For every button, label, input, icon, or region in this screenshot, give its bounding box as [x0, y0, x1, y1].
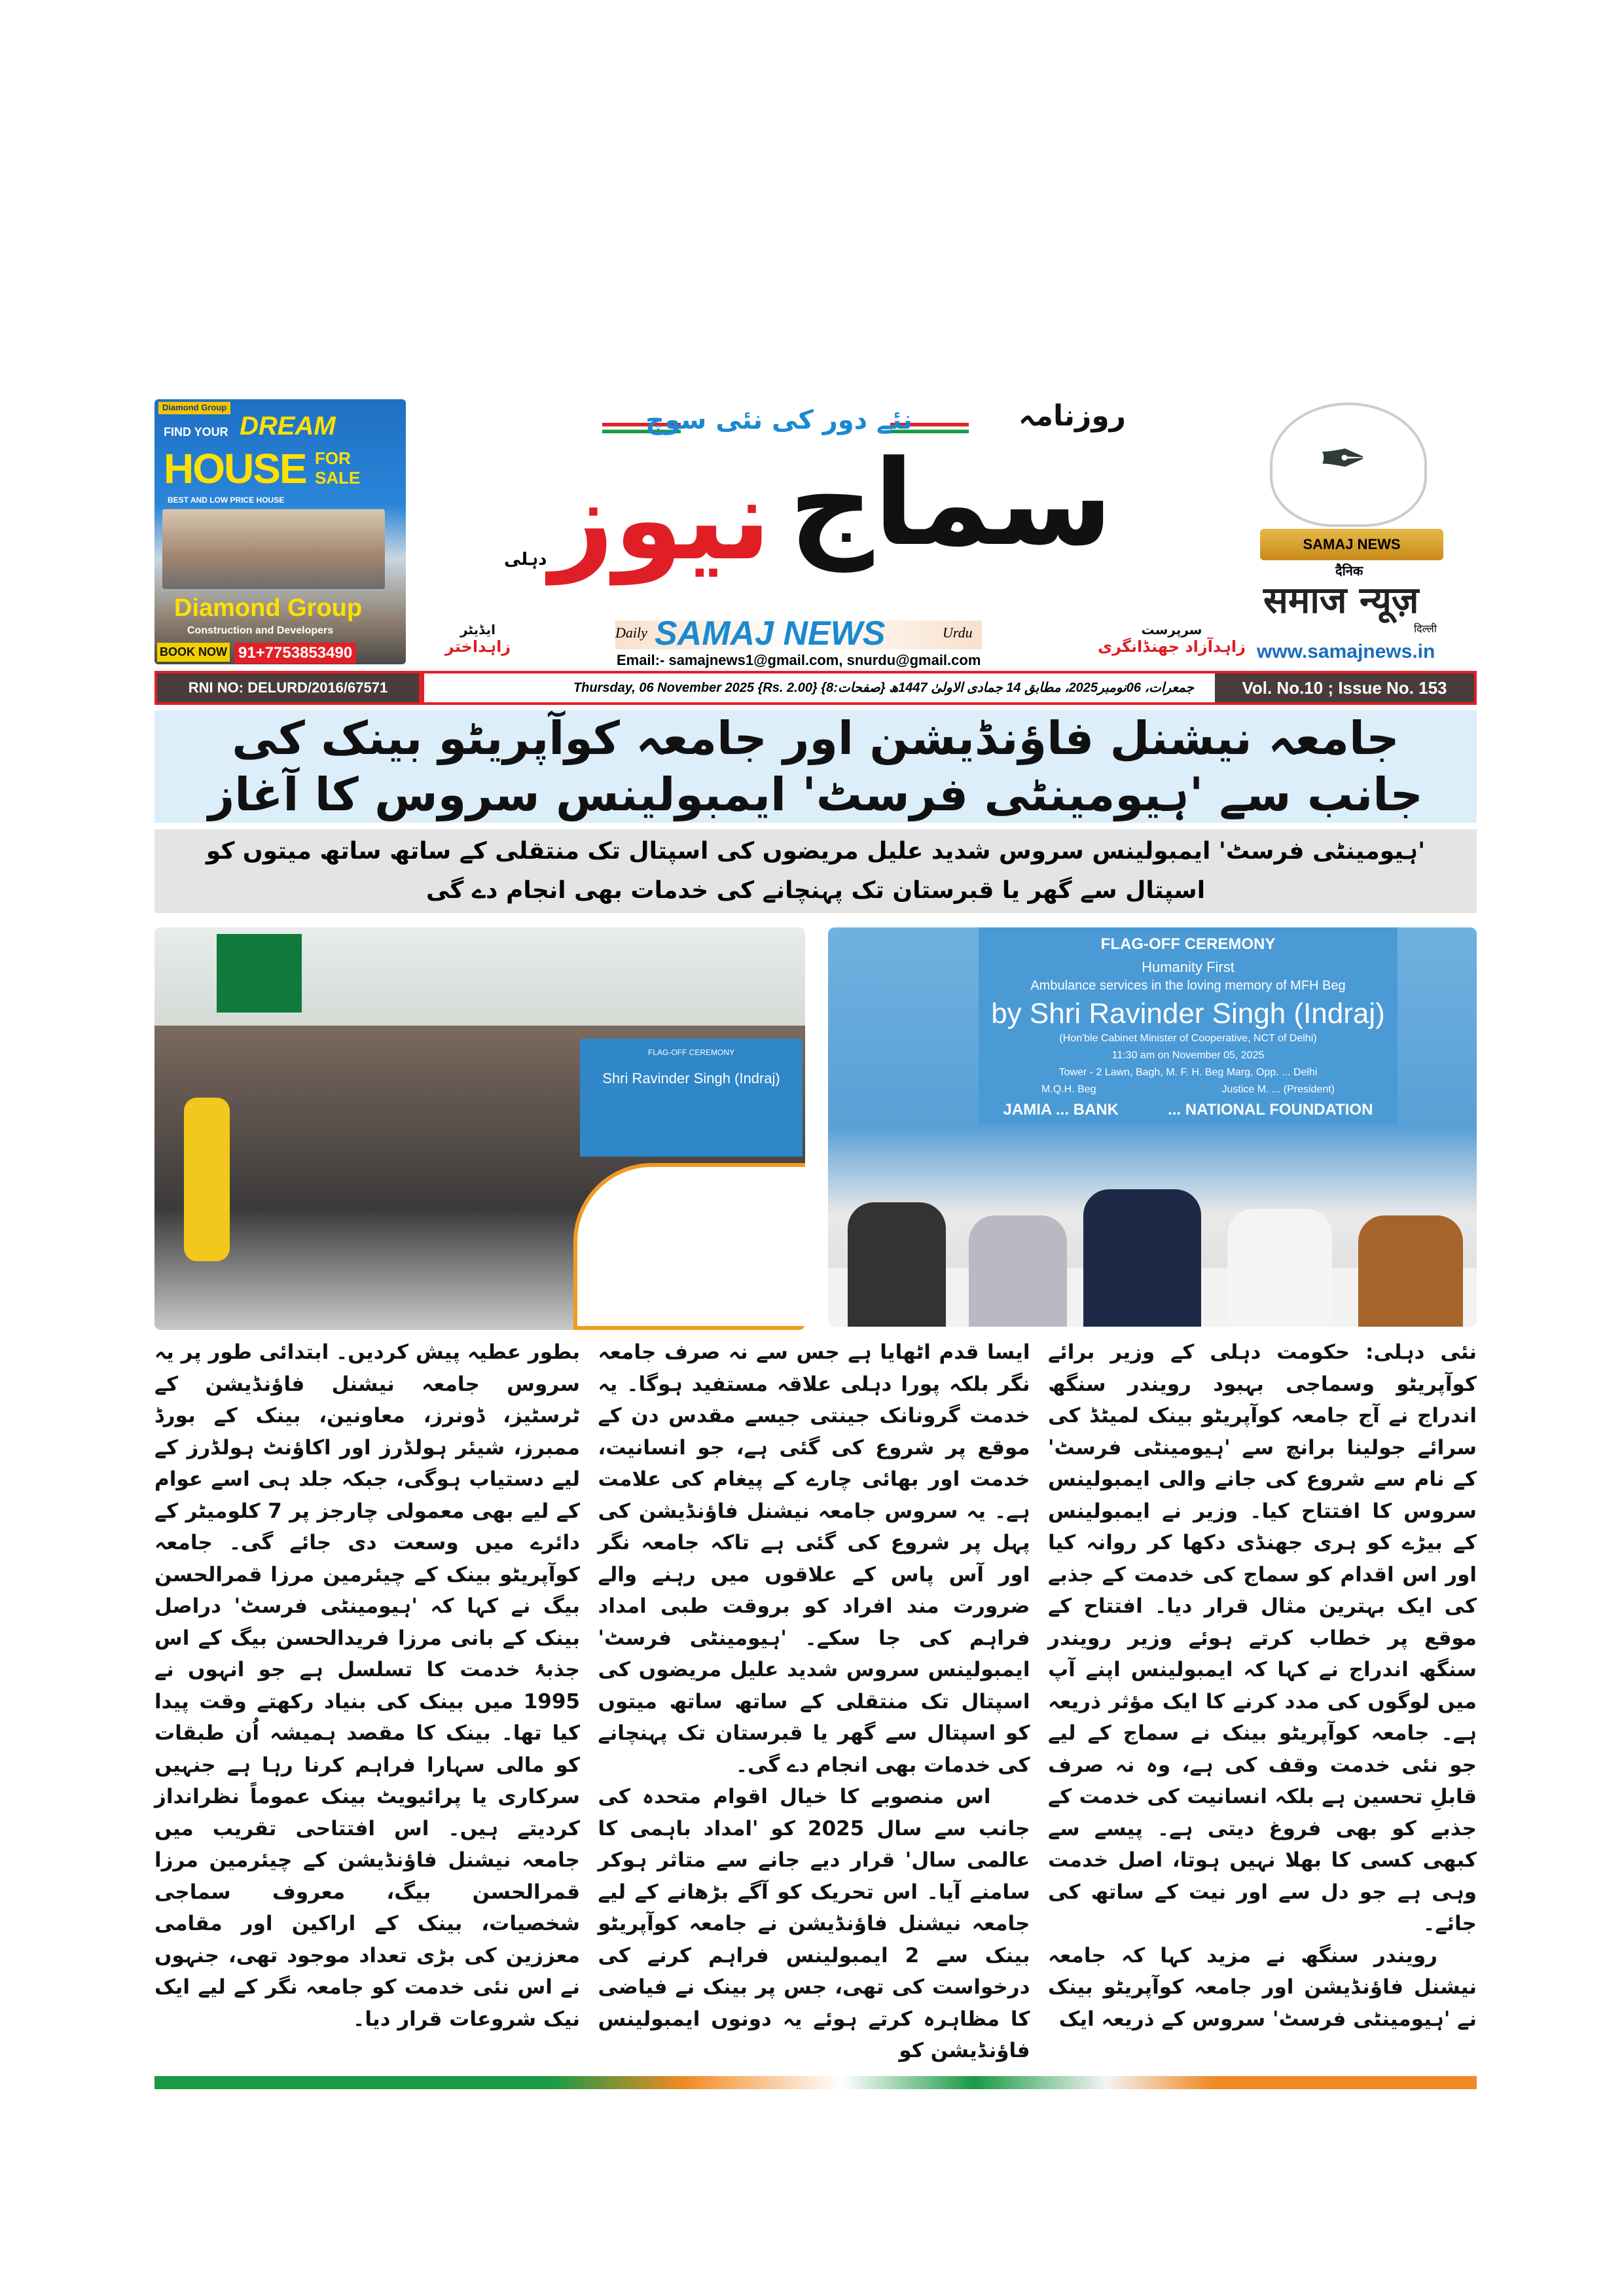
- board-title: FLAG-OFF CEREMONY: [1100, 935, 1276, 953]
- logo-dainik: दैनिक: [1335, 563, 1363, 579]
- ad-book-now: BOOK NOW: [157, 643, 230, 662]
- board-right-sign: Justice M. ... (President): [1221, 1084, 1335, 1095]
- article-paragraph: بطور عطیہ پیش کردیں۔ ابتدائی طور پر یہ سروس جامعہ نیشنل فاؤنڈیشن کے ٹرسٹیز، ڈونرز، معاونین، بینک کے بورڈ ممبرز، شیئر ہولڈرز اور اکاؤنٹ ہولڈرز کے لیے دستیاب ہوگی، جبکہ جلد ہی اسے عوام کے لیے بھی معمولی چارجز پر 7 کلومیٹر کے دائرے میں وسعت دی جائے گی۔ جامعہ کوآپریٹو بینک کے چیئرمین مرزا قمرالحسن بیگ نے کہا کہ 'ہیومینٹی فرسٹ' دراصل بینک کے بانی مرزا فریدالحسن بیگ کے اس جذبۂ خدمت کا تسلسل ہے جو انہوں نے 1995 میں بینک کی بنیاد رکھتے وقت پیدا کیا تھا۔ بینک کا مقصد ہمیشہ اُن طبقات کو مالی سہارا فراہم کرنا رہا ہے جنہیں سرکاری یا پرائیویٹ بینک عموماً نظرانداز کردیتے ہیں۔ اس افتتاحی تقریب میں جامعہ نیشنل فاؤنڈیشن کے چیئرمین مرزا قمرالحسن بیگ، معروف سماجی شخصیات، بینک کے اراکین اور مقامی معززین کی بڑی تعداد موجود تھی، جنہوں نے اس نئی خدمت کو جامعہ نگر کے لیے ایک نیک شروعات قرار دیا۔: [154, 1340, 580, 2031]
- editor-label: ایڈیٹر: [460, 622, 496, 637]
- article-columns: [154, 1336, 1477, 2067]
- board-name: by Shri Ravinder Singh (Indraj): [991, 997, 1385, 1030]
- board-line2: Ambulance services in the loving memory of MFH Beg: [1030, 978, 1346, 993]
- logo-dilli: दिल्ली: [1414, 622, 1437, 635]
- date-english: Thursday, 06 November 2025 {Rs. 2.00} {صفحات:8}: [573, 681, 886, 695]
- date-line: [424, 673, 1343, 702]
- photo-row: [154, 927, 1477, 1330]
- patron-name: زاہدآزاد جھنڈانگری: [1098, 637, 1246, 656]
- article-paragraph: رویندر سنگھ نے مزید کہا کہ جامعہ نیشنل فاؤنڈیشن اور جامعہ کوآپریٹو بینک نے 'ہیومینٹی فرسٹ' سروس کے ذریعہ ایک: [1048, 1943, 1477, 2031]
- daily-label: Daily: [615, 624, 647, 641]
- article-column-3: [154, 1336, 580, 2035]
- editor-block: [439, 622, 517, 656]
- article-area: [154, 710, 1477, 2089]
- small-banner-name: Shri Ravinder Singh (Indraj): [602, 1070, 780, 1086]
- patron-block: [1093, 622, 1250, 656]
- masthead-title-news: نیوز: [550, 456, 771, 585]
- masthead-rozname: روزنامہ: [1018, 399, 1126, 433]
- ad-find-text: FIND YOUR: [164, 425, 228, 439]
- person-seated-2: [969, 1215, 1067, 1327]
- ambulance: [573, 1163, 805, 1330]
- stage-photo: [828, 927, 1477, 1327]
- small-ceremony-banner: [580, 1039, 803, 1157]
- website-link[interactable]: www.samajnews.in: [1257, 641, 1435, 662]
- ad-company: Diamond Group: [174, 594, 363, 622]
- masthead: [444, 393, 1246, 668]
- person-seated-3: [1227, 1209, 1332, 1327]
- ad-phone: 91+7753853490: [234, 643, 356, 664]
- editor-name: زاہداختر: [444, 637, 511, 656]
- masthead-title-samaj: سماج: [789, 435, 1113, 572]
- main-headline: جامعہ نیشنل فاؤنڈیشن اور جامعہ کوآپریٹو بینک کی جانب سے 'ہیومینٹی فرسٹ' ایمبولینس سروس کا آغاز: [154, 710, 1477, 823]
- logo-hindi-title: समाज न्यूज़: [1263, 579, 1419, 622]
- date-bar: [154, 671, 1477, 705]
- green-flag: [217, 934, 302, 1013]
- article-paragraph: نئی دہلی: حکومت دہلی کے وزیر برائے کوآپریٹو وسماجی بہبود رویندر سنگھ اندراج نے آج جامعہ کوآپریٹو بینک لمیٹڈ کی سرائے جولینا برانچ سے 'ہیومینٹی فرسٹ' کے نام سے شروع کی جانے والی ایمبولینس سروس کا افتتاح کیا۔ وزیر نے ایمبولینس کے بیڑے کو ہری جھنڈی دکھا کر روانہ کیا اور اس اقدام کو سماج کی خدمت کے جذبے کی ایک بہترین مثال قرار دیا۔ افتتاح کے موقع پر خطاب کرتے ہوئے وزیر رویندر سنگھ اندراج نے کہا کہ ایمبولینس اپنے آپ میں لوگوں کی مدد کرنے کا ایک مؤثر ذریعہ ہے۔ جامعہ کوآپریٹو بینک نے سماج کے لیے جو نئی خدمت وقف کی ہے، وہ نہ صرف قابلِ تحسین ہے بلکہ انسانیت کی خدمت کے جذبے کو بھی فروغ دیتی ہے۔ پیسے سے کبھی کسی کا بھلا نہیں ہوتا، اصل خدمت وہی ہے جو دل سے اور نیت کے ساتھ کی جائے۔: [1048, 1340, 1477, 1935]
- board-left-sign: M.Q.H. Beg: [1041, 1084, 1096, 1095]
- sub-headline: 'ہیومینٹی فرسٹ' ایمبولینس سروس شدید علیل مریضوں کی اسپتال تک منتقلی کے ساتھ ساتھ میتوں کو اسپتال سے گھر یا قبرستان تک پہنچانے کی خدمات بھی انجام دے گی: [154, 829, 1477, 913]
- board-foundation: ... NATIONAL FOUNDATION: [1168, 1101, 1373, 1119]
- ad-company-sub: Construction and Developers: [187, 625, 334, 636]
- tricolor-footer-stripe: [154, 2076, 1477, 2089]
- urdu-label: Urdu: [943, 624, 973, 641]
- masthead-city: دہلی: [504, 550, 547, 569]
- email-line: Email:- samajnews1@gmail.com, snurdu@gmail.com: [617, 652, 981, 668]
- ad-tagline: BEST AND LOW PRICE HOUSE: [168, 495, 285, 505]
- date-urdu: جمعرات، 06نومبر2025، مطابق 14 جمادی الاولیٰ 1447ھ: [889, 681, 1195, 695]
- english-title: SAMAJ NEWS: [655, 615, 886, 653]
- article-column-2: [598, 1336, 1030, 2067]
- rni-number: RNI NO: DELURD/2016/67571: [157, 673, 419, 702]
- board-role: (Hon'ble Cabinet Minister of Cooperative, NCT of Delhi): [1059, 1033, 1317, 1044]
- article-column-1: [1048, 1336, 1477, 2035]
- board-time: 11:30 am on November 05, 2025: [1111, 1050, 1265, 1061]
- person-seated-1: [848, 1202, 946, 1327]
- board-logos: [979, 1101, 1398, 1119]
- house-image: [162, 509, 385, 589]
- masthead-tagline: نئے دور کی نئی سوچ: [645, 405, 912, 435]
- board-line1: Humanity First: [1142, 959, 1235, 975]
- ad-brand-small: Diamond Group: [158, 402, 230, 414]
- diamond-group-ad[interactable]: [154, 399, 406, 664]
- article-paragraph: ایسا قدم اٹھایا ہے جس سے نہ صرف جامعہ نگر بلکہ پورا دہلی علاقہ مستفید ہوگا۔ یہ خدمت گرونانک جینتی جیسے مقدس دن کے موقع پر شروع کی گئی ہے، جو انسانیت، خدمت اور بھائی چارے کے پیغام کی علامت ہے۔ یہ سروس جامعہ نیشنل فاؤنڈیشن کی پہل پر شروع کی گئی ہے تاکہ جامعہ نگر اور آس پاس کے علاقوں میں رہنے والے ضرورت مند افراد کو بروقت طبی امداد فراہم کی جا سکے۔ 'ہیومینٹی فرسٹ' ایمبولینس سروس شدید علیل مریضوں کی اسپتال تک منتقلی کے ساتھ ساتھ میتوں کو اسپتال سے گھر یا قبرستان تک پہنچانے کی خدمات بھی انجام دے گی۔: [598, 1340, 1030, 1777]
- ad-for-sale-text: FOR SALE: [315, 448, 361, 488]
- board-bank: JAMIA ... BANK: [1003, 1101, 1119, 1119]
- volume-issue: Vol. No.10 ; Issue No. 153: [1215, 673, 1474, 702]
- ceremony-board: [979, 927, 1398, 1124]
- person-seated-4: [1358, 1215, 1463, 1327]
- article-paragraph: اس منصوبے کا خیال اقوام متحدہ کی جانب سے سال 2025 کو 'امداد باہمی کا عالمی سال' قرار دیے جانے سے متاثر ہوکر سامنے آیا۔ اس تحریک کو آگے بڑھانے کے لیے جامعہ نیشنل فاؤنڈیشن نے جامعہ کوآپریٹو بینک سے 2 ایمبولینس فراہم کرنے کی درخواست کی تھی، جس پر بینک نے فیاضی کا مظاہرہ کرتے ہوئے یہ دونوں ایمبولینس فاؤنڈیشن کو: [598, 1785, 1030, 2062]
- ad-dream-text: DREAM: [240, 412, 336, 440]
- board-venue: Tower - 2 Lawn, Bagh, M. F. H. Beg Marg, Opp. ... Delhi: [1058, 1067, 1318, 1078]
- person-yellow-kurta: [184, 1098, 230, 1261]
- samaj-news-logo: [1257, 399, 1477, 668]
- small-banner-title: FLAG-OFF CEREMONY: [647, 1048, 734, 1057]
- flag-off-photo: [154, 927, 805, 1330]
- ad-house-text: HOUSE: [164, 445, 306, 492]
- logo-ribbon: SAMAJ NEWS: [1260, 529, 1443, 560]
- patron-label: سرپرست: [1141, 622, 1202, 637]
- speaker: [1083, 1189, 1201, 1327]
- pen-nib-logo-icon: ✒: [1270, 403, 1427, 527]
- board-signatories: [979, 1084, 1398, 1096]
